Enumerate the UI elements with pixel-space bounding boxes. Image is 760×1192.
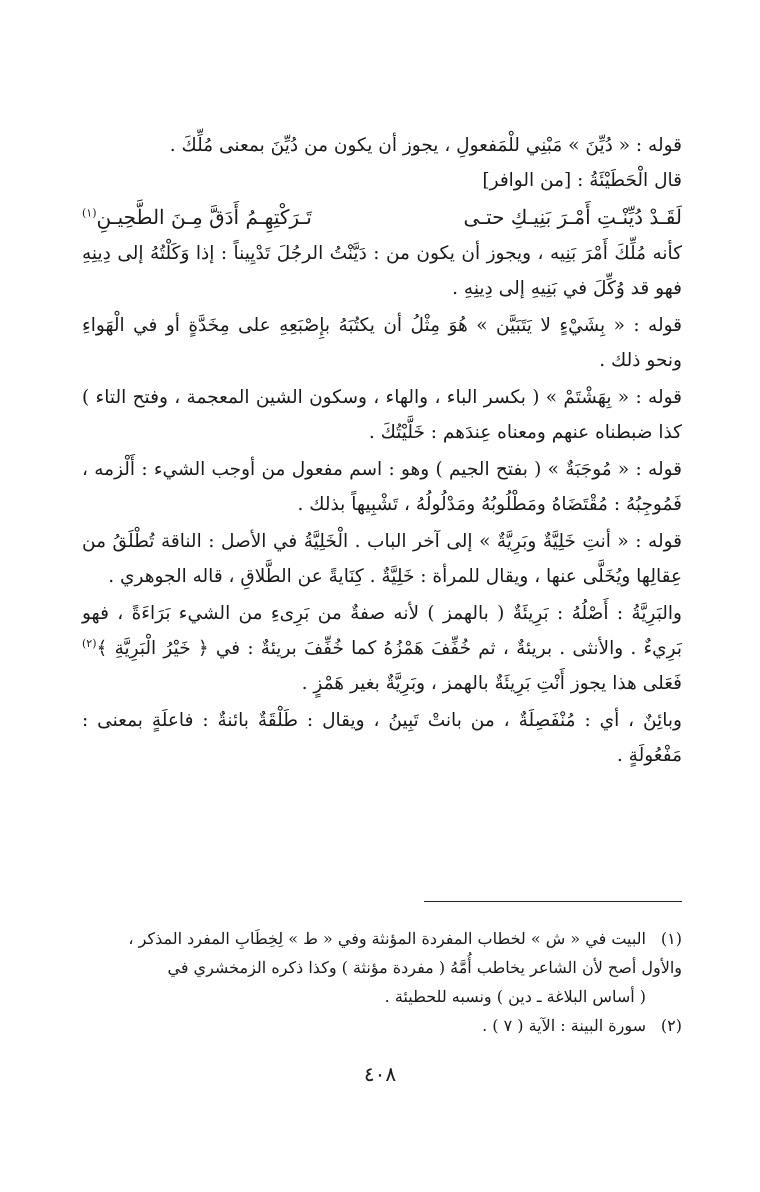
page-number: ٤٠٨ xyxy=(363,1062,397,1086)
paragraph-dayyin: قوله : « دُيِّنَ » مَبْنِي للْمَفعولِ ، يجوز أن يكون من دُيِّنَ بمعنى مُلِّكَ . xyxy=(169,135,682,156)
paragraph-bishayin: قوله : « بِشَيْءٍ لا يَتَبَيَّن » هُوَ مِثْلُ أن يكتُبَهُ بإِصْبَعِهِ على مِخَدَّةٍ أو في الْهَواءِ ونحو ذلك . xyxy=(82,315,682,371)
paragraph-mujabah: قوله : « مُوجَبَةٌ » ( بفتح الجيم ) وهو : اسم مفعول من أوجب الشيء : أَلْزمه ، فَمُوجِبُهُ : مُقْتَضَاهُ ومَطْلُوبُهُ ومَدْلُولُهُ ، تَشْبِيهاً بذلك . xyxy=(82,459,682,515)
paragraph-mullika: كأنه مُلِّكَ أَمْرَ بَنِيه ، ويجوز أن يكون من : دَيَّنْتُ الرجُلَ تَدْيِيناً : إذا وَكَلْتُهُ إلى دِينِهِ فهو قد وُكِّلَ في بَنِيهِ إلى دِينِهِ . xyxy=(82,243,682,299)
footnote-1 xyxy=(82,924,682,953)
footnote-2-number: (٢) xyxy=(660,1016,682,1035)
footnotes xyxy=(82,924,682,1040)
verse-first-hemistich xyxy=(464,198,682,236)
footnote-ref-1: (١) xyxy=(82,206,97,220)
footnote-1-line-2: والأول أصح لأن الشاعر يخاطب أُمَّهُ ( مفردة مؤنثة ) وكذا ذكره الزمخشري في xyxy=(167,958,682,977)
paragraph-bain: وبائِنٌ ، أي : مُنْفَصِلَةٌ ، من بانتْ تَبِينُ ، ويقال : طَلْقَةٌ بائنةٌ : فاعلَةٍ بمعنى : مَفْعُولَةٍ . xyxy=(82,710,682,766)
footnote-ref-2: (٢) xyxy=(82,636,97,650)
footnote-divider xyxy=(424,901,682,902)
verse-second-hemistich xyxy=(82,198,312,236)
bariyyah-text-b: فَعَلى هذا يجوز أَنْتِ بَرِيئَةٌ بالهمز ، وبَرِيَّةٌ بغير هَمْزٍ . xyxy=(301,673,682,694)
poet-attribution: قال الْحَطَيْئَةُ : [من الوافر] xyxy=(482,170,682,191)
verse-first-text: لَقَـدْ دُيِّنْـتِ أَمْـرَ بَنِيـكِ حتـى xyxy=(463,205,682,229)
footnote-1-cont xyxy=(82,953,682,982)
main-text xyxy=(82,128,682,773)
bariyyah-text-a: والبَرِيَّةُ : أَصْلُهُ : بَرِيئَةٌ ( بالهمز ) لأنه صفةٌ من بَرِىءِ من الشيء بَرَاءَةً ، فهو بَرِيءٌ . والأنثى . بريئةٌ ، ثم خُفِّفَ هَمْزُهُ كما خُفِّفَ بريئةٌ : في ﴿ خَيْرُ الْبَرِيَّةِ ﴾ xyxy=(82,603,682,659)
footnote-1-line-3: ( أساس البلاغة ـ دين ) ونسبه للحطيئة . xyxy=(384,987,646,1006)
footnote-1-cont-2 xyxy=(82,982,682,1011)
paragraph-bihashtam: قوله : « بِهَشْتَمْ » ( بكسر الباء ، والهاء ، وسكون الشين المعجمة ، وفتح التاء ) كذا ضبطناه عنهم ومعناه عِندَهم : خَلَّيْتُكَ . xyxy=(82,387,682,443)
poetry-verse xyxy=(82,198,682,236)
footnote-2 xyxy=(82,1011,682,1040)
footnote-1-number: (١) xyxy=(660,929,682,948)
paragraph-khaliyyah: قوله : « أنتِ خَلِيَّةٌ وبَرِيَّةٌ » إلى آخر الباب . الْخَلِيَّةُ في الأصل : الناقة تُطْلَقُ من عِقالِها ويُخَلَّى عنها ، ويقال للمرأة : خَلِيَّةٌ . كِنَايةً عن الطَّلاقِ ، قاله الجوهري . xyxy=(82,531,682,587)
verse-second-text: تَـرَكْتِهِـمُ أَدَقَّ مِـنَ الطَّحِيـنِ xyxy=(96,205,312,229)
footnote-2-line-1: سورة البينة : الآية ( ٧ ) . xyxy=(482,1016,646,1035)
paragraph-bariyyah xyxy=(82,596,682,701)
footnote-1-line-1: البيت في « ش » لخطاب المفردة المؤنثة وفي « ط » لِخِطَابِ المفرد المذكر ، xyxy=(128,929,646,948)
